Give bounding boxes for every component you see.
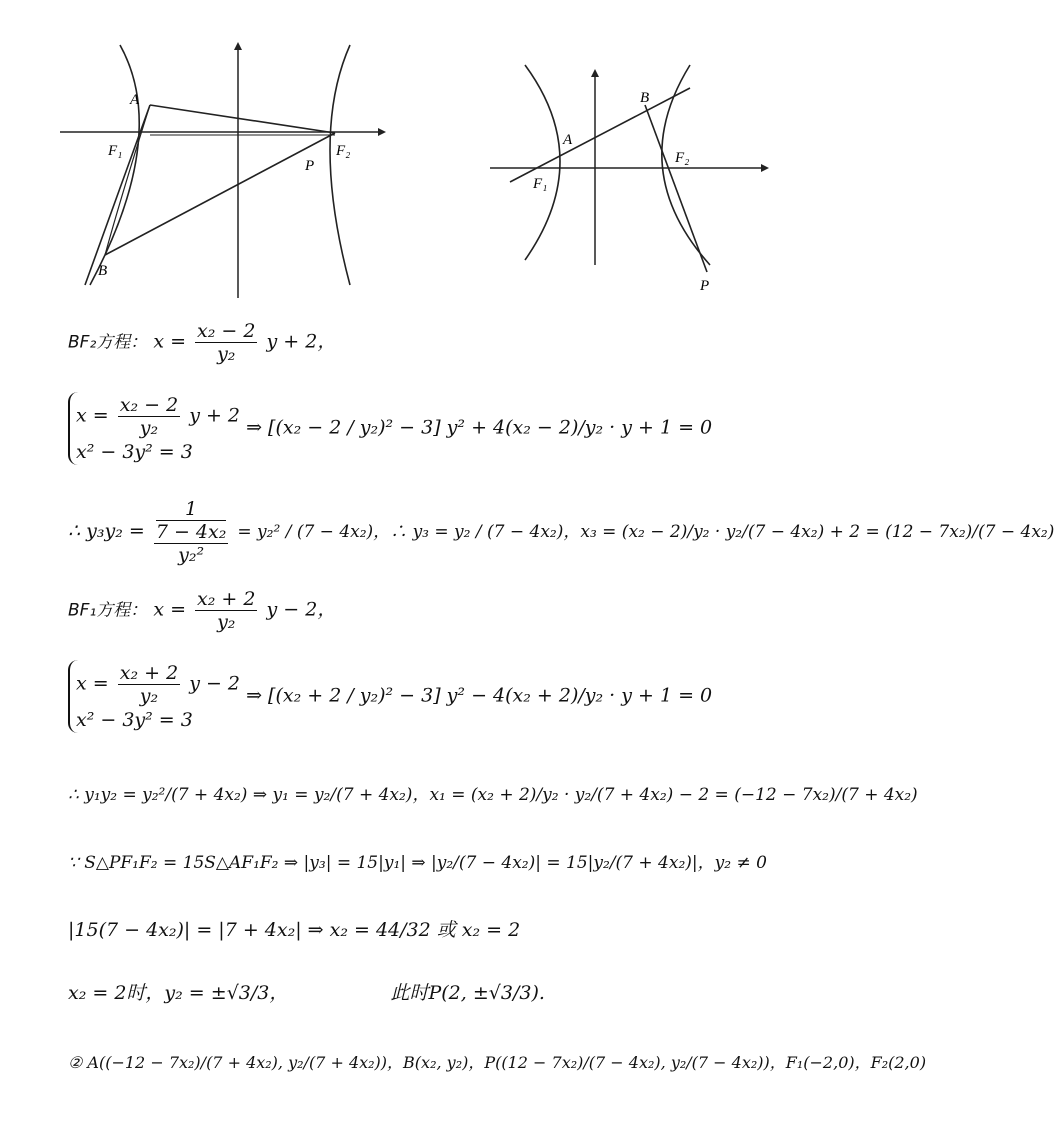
- system-2: [68, 660, 712, 733]
- label-F1: F₁: [108, 143, 123, 159]
- area-relation: [68, 848, 767, 873]
- y-axis-arrow-icon: [591, 69, 599, 77]
- p-point-text: 此时P(2, ±√3/3).: [390, 982, 545, 1004]
- vieta1-top: 1: [156, 498, 227, 521]
- area-text: ∵ S△PF₁F₂ = 15S△AF₁F₂ ⇒ |y₃| = 15|y₁| ⇒ |y₂/(7 − 4x₂)| = 15|y₂/(7 + 4x₂)|，y₂ ≠ 0: [68, 853, 767, 873]
- sys2-result: ⇒ [(x₂ + 2 / y₂)² − 3] y² − 4(x₂ + 2)/y₂ · y + 1 = 0: [246, 684, 713, 707]
- sys2-row2: x² − 3y² = 3: [76, 709, 193, 731]
- sys1-row1-tail: y + 2: [189, 404, 241, 427]
- sys1-result: ⇒ [(x₂ − 2 / y₂)² − 3] y² + 4(x₂ − 2)/y₂ · y + 1 = 0: [246, 416, 713, 439]
- label-A: A: [563, 132, 573, 148]
- vieta-2: [68, 780, 918, 805]
- part-2: [68, 1050, 926, 1073]
- x-axis-arrow-icon: [761, 164, 769, 172]
- bf2-tail: y + 2，: [266, 330, 337, 353]
- system-1: [68, 392, 712, 465]
- label-P: P: [700, 278, 710, 294]
- bf1-numerator: x₂ + 2: [197, 588, 256, 610]
- system-2-brace: [68, 660, 240, 733]
- vieta2-text: ∴ y₁y₂ = y₂²/(7 + 4x₂) ⇒ y₁ = y₂/(7 + 4x₂)，x₁ = (x₂ + 2)/y₂ · y₂/(7 + 4x₂) − 2 = (−12 − 7x₂)/(7 + 4x₂): [68, 785, 918, 805]
- bf2-lhs: x =: [153, 330, 186, 353]
- bf1-denominator: y₂: [217, 611, 236, 633]
- sys2-row1-fraction: [118, 662, 180, 707]
- label-P: P: [305, 158, 315, 174]
- x2-case: [68, 978, 545, 1005]
- segment-BP: [645, 105, 707, 272]
- label-A: A: [130, 92, 140, 108]
- bf2-title: BF₂方程：: [68, 332, 148, 353]
- bf2-numerator: x₂ − 2: [197, 320, 256, 342]
- sys1-row1-num: x₂ − 2: [119, 394, 179, 416]
- bf1-tail: y − 2，: [266, 598, 337, 621]
- vieta-1: [68, 498, 1054, 566]
- vieta1-left: ∴ y₃y₂ =: [68, 520, 145, 542]
- curve-AB: [105, 105, 150, 255]
- bf1-equation: [68, 588, 336, 633]
- hyperbola-left-branch: [525, 65, 560, 260]
- segment-BF2: [105, 133, 335, 255]
- figure-hyperbola-triangle: [60, 40, 390, 300]
- vieta1-complex-fraction: [154, 498, 229, 566]
- bf2-equation: [68, 320, 336, 365]
- sys1-row1-fraction: [118, 394, 180, 439]
- sys2-row1-num: x₂ + 2: [119, 662, 179, 684]
- bf1-fraction: [195, 588, 257, 633]
- sys2-row1-den: y₂: [139, 685, 159, 707]
- bf2-denominator: y₂: [217, 343, 236, 365]
- label-F2: F₂: [336, 143, 351, 159]
- bf1-lhs: x =: [153, 598, 186, 621]
- sys1-row1-lhs: x =: [76, 404, 109, 427]
- part2-text: ② A((−12 − 7x₂)/(7 + 4x₂), y₂/(7 + 4x₂))，B(x₂, y₂)，P((12 − 7x₂)/(7 − 4x₂), y₂/(7 − 4x₂))，F₁(−2,0)，F₂(2,0): [68, 1053, 927, 1072]
- vieta1-mid: 7 − 4x₂: [155, 521, 227, 543]
- vieta1-upper: [154, 498, 229, 544]
- bf2-fraction: [195, 320, 257, 365]
- vieta1-bottom: y₂²: [178, 544, 205, 566]
- sys1-row1-den: y₂: [139, 417, 159, 439]
- x2-case-text: x₂ = 2时，y₂ = ±√3/3，: [68, 982, 289, 1004]
- segment-AF2: [150, 105, 335, 133]
- abs-equation: [68, 915, 520, 942]
- bf1-title: BF₁方程：: [68, 600, 148, 621]
- system-1-brace: [68, 392, 240, 465]
- label-B: B: [98, 263, 108, 279]
- abs-eq-text: |15(7 − 4x₂)| = |7 + 4x₂| ⇒ x₂ = 44/32 或 x₂ = 2: [68, 919, 521, 941]
- sys2-row1-tail: y − 2: [189, 672, 241, 695]
- label-B: B: [640, 90, 650, 106]
- x-axis-arrow-icon: [378, 128, 386, 136]
- label-F1: F₁: [533, 176, 548, 192]
- label-F2: F₂: [675, 150, 690, 166]
- y-axis-arrow-icon: [234, 42, 242, 50]
- figure-hyperbola-line: [485, 60, 775, 300]
- hyperbola-right-branch: [330, 45, 350, 285]
- sys1-row2: x² − 3y² = 3: [76, 441, 193, 463]
- sys2-row1-lhs: x =: [76, 672, 109, 695]
- vieta1-rest: = y₂² / (7 − 4x₂)，∴ y₃ = y₂ / (7 − 4x₂)，x₃ = (x₂ − 2)/y₂ · y₂/(7 − 4x₂) + 2 = (12 − 7x₂)/(7 − 4x₂): [237, 522, 1054, 542]
